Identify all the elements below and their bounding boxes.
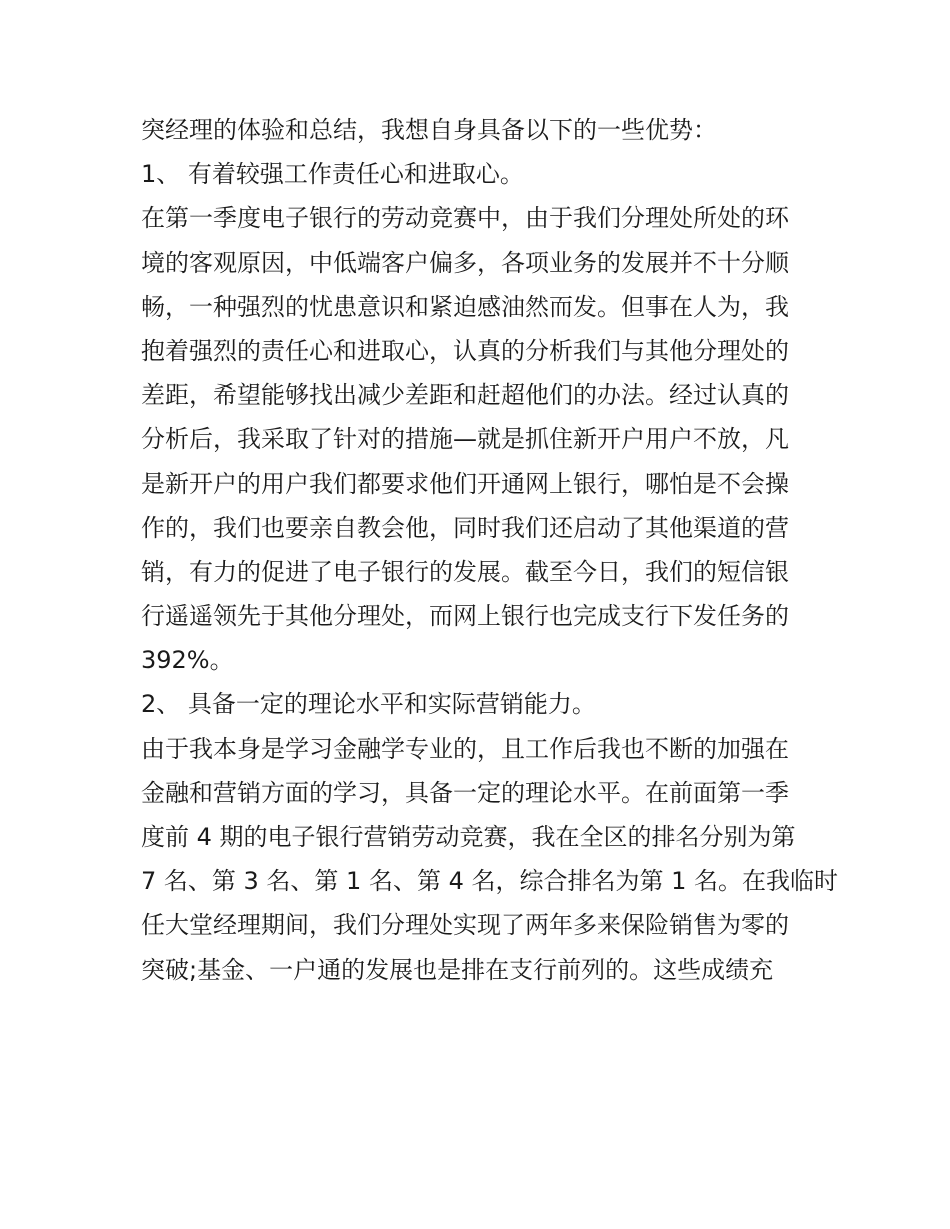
- text-line: 度前 4 期的电子银行营销劳动竞赛，我在全区的排名分别为第: [141, 823, 796, 851]
- text-line: 金融和营销方面的学习，具备一定的理论水平。在前面第一季: [141, 778, 789, 807]
- text-line: 销，有力的促进了电子银行的发展。截至今日，我们的短信银: [141, 557, 789, 586]
- text-line: 作的，我们也要亲自教会他，同时我们还启动了其他渠道的营: [141, 513, 789, 542]
- text-line: 在第一季度电子银行的劳动竞赛中，由于我们分理处所处的环: [141, 204, 789, 233]
- text-line: 抱着强烈的责任心和进取心，认真的分析我们与其他分理处的: [141, 336, 789, 365]
- document-body: [141, 108, 839, 992]
- text-line: 境的客观原因，中低端客户偏多，各项业务的发展并不十分顺: [141, 248, 789, 277]
- text-line: 突经理的体验和总结，我想自身具备以下的一些优势：: [141, 116, 717, 144]
- list-item-heading-2: 2、 具备一定的理论水平和实际营销能力。: [141, 690, 596, 719]
- text-line: 畅，一种强烈的忧患意识和紧迫感油然而发。但事在人为，我: [141, 292, 789, 321]
- text-line: 分析后，我采取了针对的措施—就是抓住新开户用户不放，凡: [141, 425, 789, 454]
- text-line: 由于我本身是学习金融学专业的，且工作后我也不断的加强在: [141, 734, 789, 763]
- text-line: 突破;基金、一户通的发展也是排在支行前列的。这些成绩充: [141, 955, 774, 984]
- text-line: 392%。: [141, 646, 234, 675]
- text-line: 任大堂经理期间，我们分理处实现了两年多来保险销售为零的: [141, 911, 789, 940]
- text-line: 差距，希望能够找出减少差距和赶超他们的办法。经过认真的: [141, 381, 789, 410]
- list-item-heading-1: 1、 有着较强工作责任心和进取心。: [141, 160, 524, 189]
- text-line: 7 名、第 3 名、第 1 名、第 4 名，综合排名为第 1 名。在我临时: [141, 867, 839, 896]
- text-line: 是新开户的用户我们都要求他们开通网上银行，哪怕是不会操: [141, 469, 789, 498]
- text-line: 行遥遥领先于其他分理处，而网上银行也完成支行下发任务的: [141, 602, 789, 631]
